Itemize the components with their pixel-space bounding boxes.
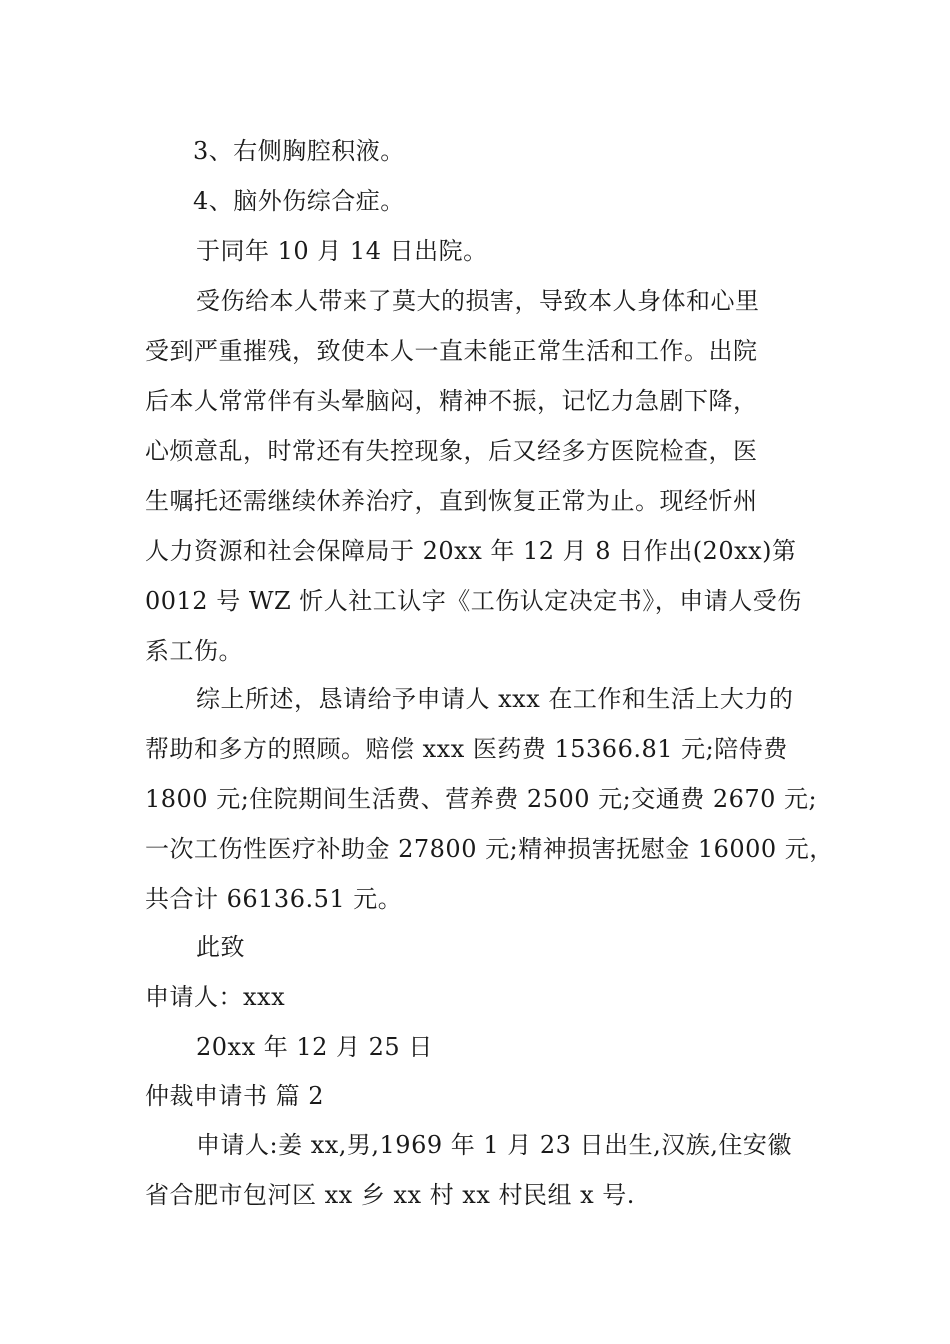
- paragraph-line: 1800 元;住院期间生活费、营养费 2500 元;交通费 2670 元;: [145, 785, 818, 813]
- signature-date: 20xx 年 12 月 25 日: [196, 1033, 433, 1061]
- section-heading: 仲裁申请书 篇 2: [145, 1082, 325, 1110]
- paragraph-line: 受到严重摧残，致使本人一直未能正常生活和工作。出院: [145, 337, 758, 365]
- paragraph-line: 4、脑外伤综合症。: [193, 187, 405, 215]
- paragraph-line: 人力资源和社会保障局于 20xx 年 12 月 8 日作出(20xx)第: [145, 537, 797, 565]
- paragraph-line: 系工伤。: [145, 637, 243, 665]
- paragraph-line: 心烦意乱，时常还有失控现象，后又经多方医院检查，医: [145, 437, 758, 465]
- paragraph-line: 3、右侧胸腔积液。: [193, 137, 405, 165]
- closing-salutation: 此致: [196, 933, 245, 961]
- paragraph-line: 生嘱托还需继续休养治疗，直到恢复正常为止。现经忻州: [145, 487, 758, 515]
- paragraph-line: 综上所述，恳请给予申请人 xxx 在工作和生活上大力的: [196, 685, 794, 713]
- paragraph-line: 共合计 66136.51 元。: [145, 885, 403, 913]
- paragraph-line: 帮助和多方的照顾。赔偿 xxx 医药费 15366.81 元;陪侍费: [145, 735, 788, 763]
- paragraph-line: 0012 号 WZ 忻人社工认字《工伤认定决定书》，申请人受伤: [145, 587, 802, 615]
- applicant-signature: 申请人：xxx: [145, 983, 286, 1011]
- paragraph-line: 受伤给本人带来了莫大的损害，导致本人身体和心里: [196, 287, 760, 315]
- paragraph-line: 申请人:姜 xx,男,1969 年 1 月 23 日出生,汉族,住安徽: [196, 1131, 792, 1159]
- paragraph-line: 一次工伤性医疗补助金 27800 元;精神损害抚慰金 16000 元，: [145, 835, 834, 863]
- paragraph-line: 省合肥市包河区 xx 乡 xx 村 xx 村民组 x 号.: [145, 1181, 635, 1209]
- paragraph-line: 于同年 10 月 14 日出院。: [196, 237, 488, 265]
- paragraph-line: 后本人常常伴有头晕脑闷，精神不振，记忆力急剧下降，: [145, 387, 758, 415]
